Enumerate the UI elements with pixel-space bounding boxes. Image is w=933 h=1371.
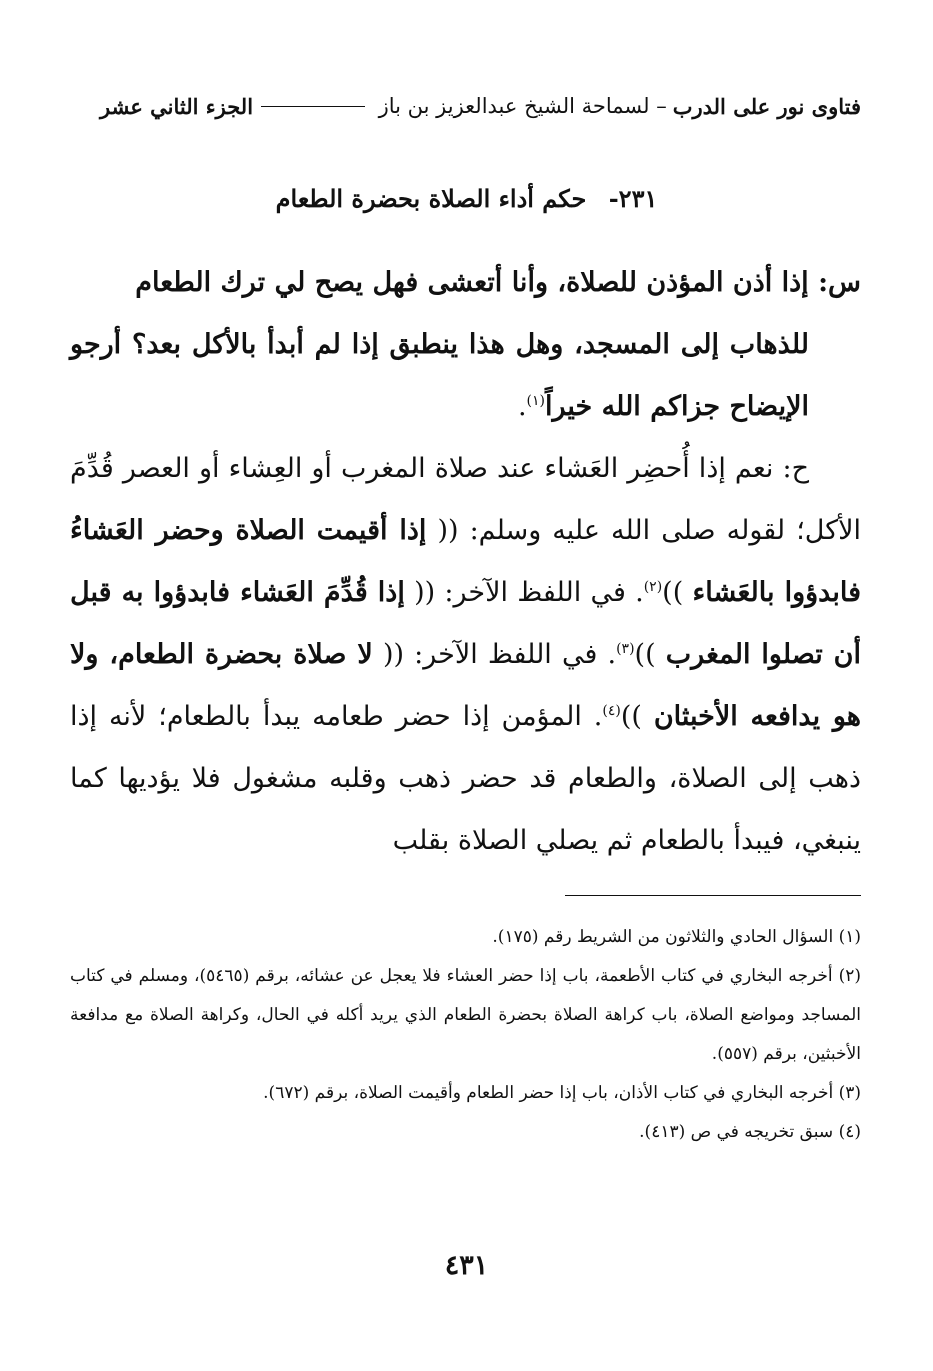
hadith-2: إذا قُدِّمَ العَشاء فابدؤوا به قبل أن تصلوا المغرب xyxy=(70,577,861,670)
footnote-text: السؤال الحادي والثلاثون من الشريط رقم (١٧٥). xyxy=(492,927,834,947)
answer-text-3: . في اللفظ الآخر: (( xyxy=(382,639,617,670)
footnotes xyxy=(70,918,861,1152)
footnote-number: (٣) xyxy=(838,1083,861,1103)
author-name: – لسماحة الشيخ عبدالعزيز بن باز xyxy=(378,94,667,118)
question-paragraph xyxy=(70,252,861,314)
footnote-3 xyxy=(70,1074,861,1113)
answer-paragraph xyxy=(70,438,861,872)
answer-text-2: . في اللفظ الآخر: (( xyxy=(414,577,644,608)
footnote-ref-3[interactable]: (٣) xyxy=(616,641,635,657)
footnote-ref-4[interactable]: (٤) xyxy=(602,703,621,719)
hadith-3: لا صلاة بحضرة الطعام، ولا هو يدافعه الأخبثان xyxy=(70,639,861,732)
footnote-text: سبق تخريجه في ص (٤١٣). xyxy=(639,1122,834,1142)
answer-text-4: . المؤمن إذا حضر طعامه يبدأ بالطعام؛ لأنه إذا ذهب إلى الصلاة، والطعام قد حضر ذهب وقلبه مشغول فلا يؤديها كما ينبغي، فيبدأ بالطعام ثم يصلي الصلاة بقلب xyxy=(70,701,861,856)
footnote-number: (٤) xyxy=(838,1122,861,1142)
question-line-2: للذهاب إلى المسجد، وهل هذا ينطبق إذا لم أبدأ بالأكل بعد؟ xyxy=(132,329,809,360)
question-label: س: xyxy=(818,267,861,298)
book-title: فتاوى نور على الدرب xyxy=(672,93,861,119)
part-label: الجزء الثاني عشر xyxy=(100,93,254,119)
heading-number: ٢٣١- xyxy=(608,184,658,213)
page-number: ٤٣١ xyxy=(444,1250,489,1281)
hadith-3-close: )) xyxy=(620,701,642,732)
hadith-1: إذا أقيمت الصلاة وحضر العَشاءُ فابدؤوا بالعَشاء xyxy=(70,515,861,608)
footnote-number: (٢) xyxy=(838,966,861,986)
heading-title: حكم أداء الصلاة بحضرة الطعام xyxy=(275,184,587,213)
footnote-separator xyxy=(565,895,861,896)
footnote-text: أخرجه البخاري في كتاب الأذان، باب إذا حضر الطعام وأقيمت الصلاة، برقم (٦٧٢). xyxy=(263,1083,834,1103)
header-rule xyxy=(261,106,365,107)
footnote-4 xyxy=(70,1113,861,1152)
footnote-2 xyxy=(70,957,861,1074)
footnote-ref-1[interactable]: (١) xyxy=(526,393,546,409)
hadith-1-close: )) xyxy=(662,577,684,608)
answer-label: ح: xyxy=(782,453,809,484)
question-line-3: أرجو الإيضاح جزاكم الله خيراً xyxy=(70,329,809,422)
footnote-1 xyxy=(70,918,861,957)
footnote-ref-2[interactable]: (٢) xyxy=(643,579,663,595)
answer-text-1: نعم إذا أُحضِر العَشاء عند صلاة المغرب أو العِشاء أو العصر قُدِّمَ الأكل؛ لقوله صلى الله عليه وسلم: (( xyxy=(70,453,861,546)
question-end: . xyxy=(517,391,527,422)
question-continuation xyxy=(70,314,861,438)
footnote-number: (١) xyxy=(838,927,861,947)
footnote-text: أخرجه البخاري في كتاب الأطعمة، باب إذا حضر العشاء فلا يعجل عن عشائه، برقم (٥٤٦٥)، ومسلم في كتاب المساجد ومواضع الصلاة، باب كراهة الصلاة بحضرة الطعام الذي يريد أكله في الحال، وكراهة الصلاة مع مدافعة الأخبثين، برقم (٥٥٧). xyxy=(70,966,861,1064)
hadith-2-close: )) xyxy=(634,639,656,670)
running-header xyxy=(100,86,861,126)
question-line-1: إذا أذن المؤذن للصلاة، وأنا أتعشى فهل يصح لي ترك الطعام xyxy=(135,267,809,298)
main-text xyxy=(70,252,861,872)
section-heading xyxy=(0,184,933,213)
